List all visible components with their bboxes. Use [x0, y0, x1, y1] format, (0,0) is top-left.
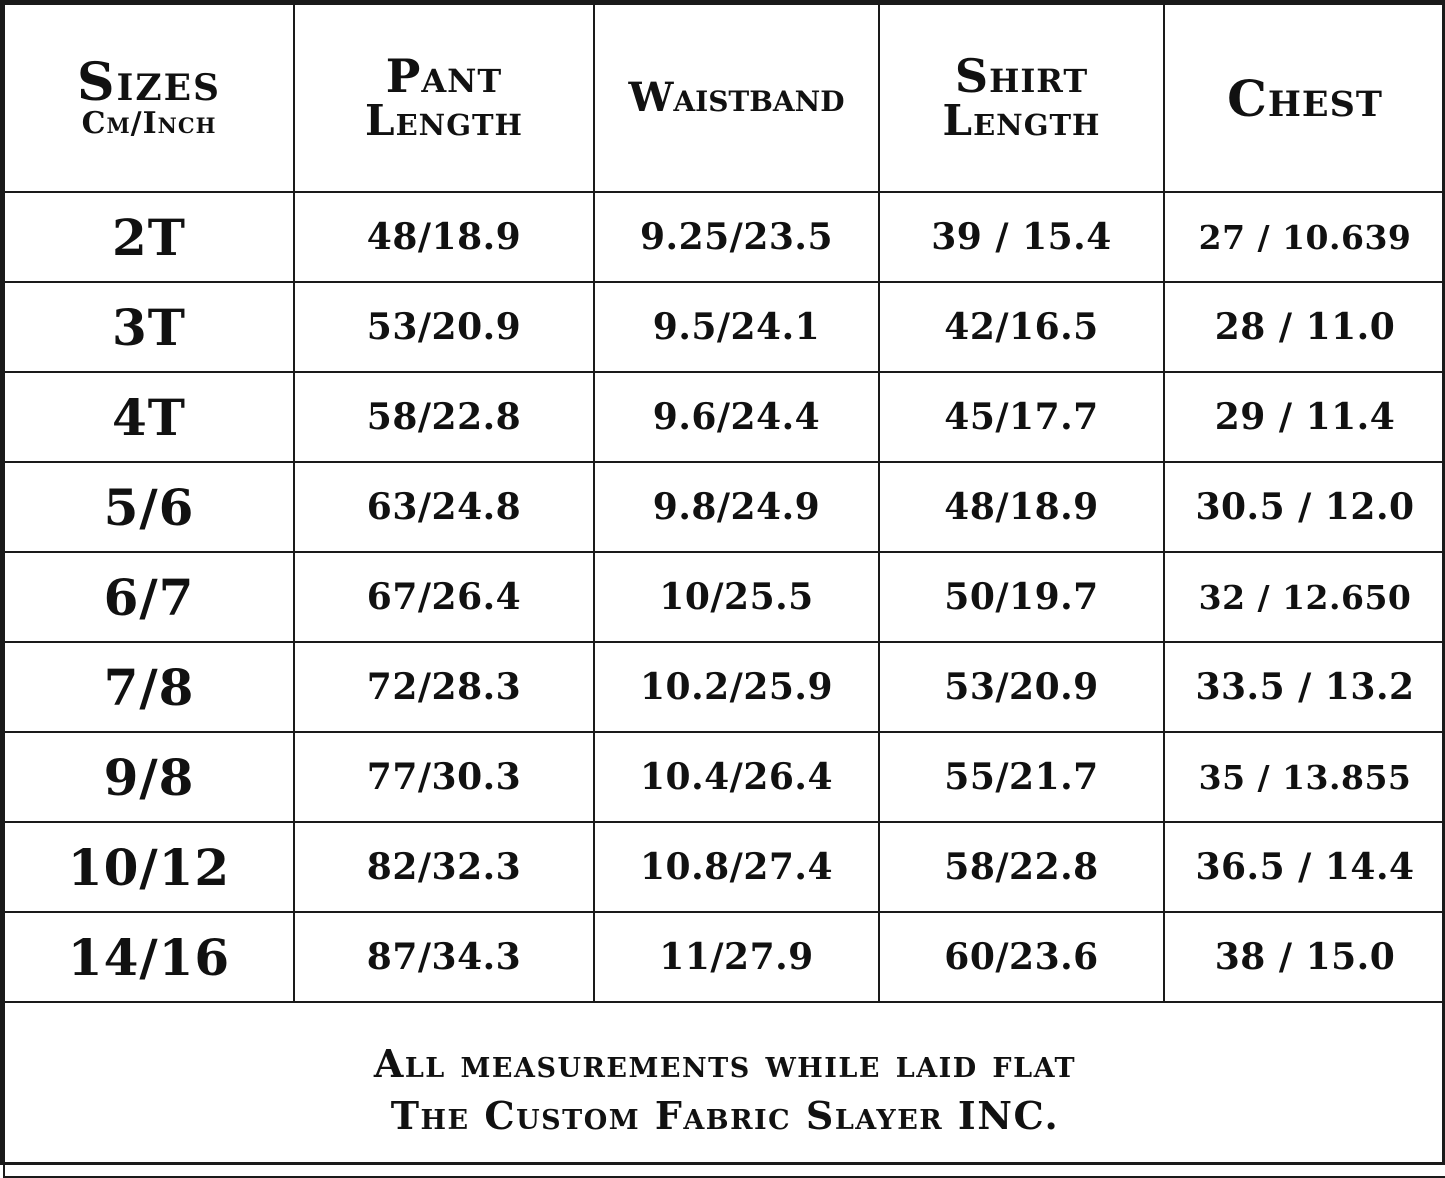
cell-chest: 32 / 12.650	[1164, 552, 1445, 642]
cell-waistband: 11/27.9	[594, 912, 879, 1002]
column-header-chest	[1164, 4, 1445, 192]
cell-size: 5/6	[4, 462, 294, 552]
table-header	[4, 4, 1445, 192]
cell-pant-length: 82/32.3	[294, 822, 594, 912]
cell-size: 2T	[4, 192, 294, 282]
cell-shirt-length: 42/16.5	[879, 282, 1164, 372]
cell-pant-length: 67/26.4	[294, 552, 594, 642]
table-row	[4, 912, 1445, 1002]
table-footer	[4, 1002, 1445, 1177]
footer-line-measurements: All measurements while laid flat	[373, 1041, 1077, 1087]
cell-chest: 36.5 / 14.4	[1164, 822, 1445, 912]
cell-waistband: 9.8/24.9	[594, 462, 879, 552]
cell-pant-length: 72/28.3	[294, 642, 594, 732]
column-header-shirt-length	[879, 4, 1164, 192]
table-row	[4, 552, 1445, 642]
cell-size: 7/8	[4, 642, 294, 732]
cell-size: 10/12	[4, 822, 294, 912]
cell-shirt-length: 50/19.7	[879, 552, 1164, 642]
cell-waistband: 9.6/24.4	[594, 372, 879, 462]
column-header-shirt-line1: Shirt	[954, 49, 1089, 104]
cell-shirt-length: 53/20.9	[879, 642, 1164, 732]
column-header-pant-line2: Length	[365, 96, 523, 146]
cell-waistband: 9.5/24.1	[594, 282, 879, 372]
column-header-pant-line1: Pant	[385, 49, 503, 104]
column-header-sizes-line2: Cm/Inch	[81, 106, 217, 142]
table-row	[4, 822, 1445, 912]
column-header-chest-line1: Chest	[1227, 68, 1383, 128]
size-chart-table	[3, 3, 1445, 1178]
cell-size: 6/7	[4, 552, 294, 642]
column-header-waistband-line1: Waistband	[628, 73, 845, 121]
column-header-shirt-line2: Length	[942, 96, 1101, 146]
cell-waistband: 10.2/25.9	[594, 642, 879, 732]
footer-note	[4, 1002, 1445, 1177]
cell-waistband: 10.8/27.4	[594, 822, 879, 912]
cell-shirt-length: 60/23.6	[879, 912, 1164, 1002]
footer-line-company: The Custom Fabric Slayer INC.	[390, 1092, 1060, 1138]
table-row	[4, 732, 1445, 822]
cell-waistband: 10.4/26.4	[594, 732, 879, 822]
table-row	[4, 642, 1445, 732]
cell-chest: 30.5 / 12.0	[1164, 462, 1445, 552]
table-row	[4, 462, 1445, 552]
cell-shirt-length: 48/18.9	[879, 462, 1164, 552]
cell-chest: 33.5 / 13.2	[1164, 642, 1445, 732]
cell-pant-length: 63/24.8	[294, 462, 594, 552]
cell-pant-length: 58/22.8	[294, 372, 594, 462]
column-header-pant-length	[294, 4, 594, 192]
cell-pant-length: 53/20.9	[294, 282, 594, 372]
cell-chest: 28 / 11.0	[1164, 282, 1445, 372]
cell-size: 4T	[4, 372, 294, 462]
cell-pant-length: 87/34.3	[294, 912, 594, 1002]
table-row	[4, 192, 1445, 282]
cell-shirt-length: 39 / 15.4	[879, 192, 1164, 282]
header-row	[4, 4, 1445, 192]
cell-chest: 38 / 15.0	[1164, 912, 1445, 1002]
table-body	[4, 192, 1445, 1002]
cell-shirt-length: 55/21.7	[879, 732, 1164, 822]
cell-chest: 35 / 13.855	[1164, 732, 1445, 822]
cell-size: 9/8	[4, 732, 294, 822]
cell-pant-length: 48/18.9	[294, 192, 594, 282]
table-row	[4, 372, 1445, 462]
footer-row	[4, 1002, 1445, 1177]
table-row	[4, 282, 1445, 372]
cell-size: 3T	[4, 282, 294, 372]
cell-size: 14/16	[4, 912, 294, 1002]
cell-pant-length: 77/30.3	[294, 732, 594, 822]
column-header-sizes	[4, 4, 294, 192]
cell-chest: 27 / 10.639	[1164, 192, 1445, 282]
column-header-waistband	[594, 4, 879, 192]
cell-waistband: 10/25.5	[594, 552, 879, 642]
cell-waistband: 9.25/23.5	[594, 192, 879, 282]
cell-chest: 29 / 11.4	[1164, 372, 1445, 462]
column-header-sizes-line1: Sizes	[76, 52, 222, 114]
cell-shirt-length: 58/22.8	[879, 822, 1164, 912]
cell-shirt-length: 45/17.7	[879, 372, 1164, 462]
